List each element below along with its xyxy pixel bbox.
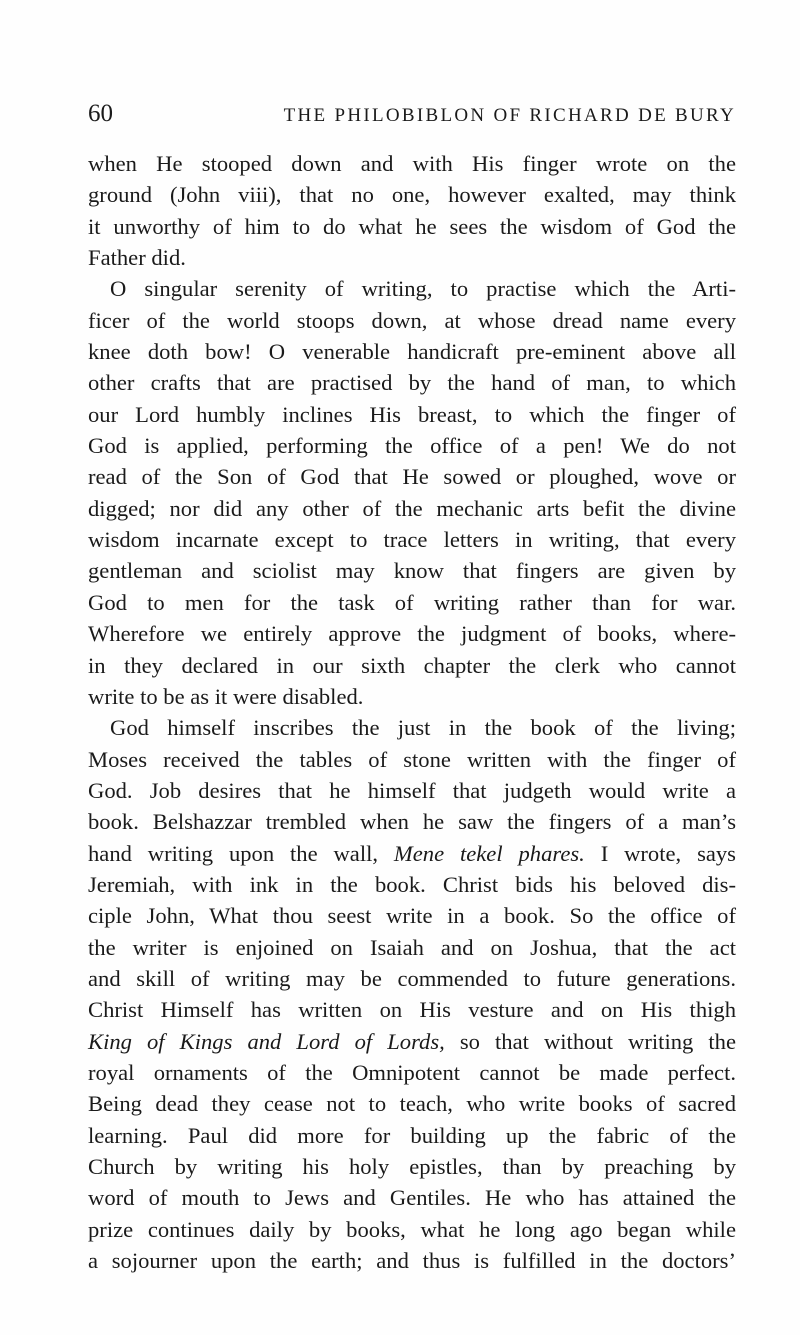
text-line: word of mouth to Jews and Gentiles. He who has attained the [88,1185,736,1211]
text-line: God to men for the task of writing rather than for war. [88,589,736,615]
text-line: royal ornaments of the Omnipotent cannot be made perfect. [88,1059,736,1085]
text-line: Jeremiah, with ink in the book. Christ bids his beloved dis- [88,871,736,897]
text-line: Wherefore we entirely approve the judgment of books, where- [88,621,736,647]
text-line: prize continues daily by books, what he long ago began while [88,1216,736,1242]
text-line: in they declared in our sixth chapter the clerk who cannot [88,652,736,678]
running-head [88,100,736,148]
text-line-with-italic [88,838,736,869]
text-line: wisdom incarnate except to trace letters in writing, that every [88,527,736,553]
text-line: Church by writing his holy epistles, than by preaching by [88,1154,736,1179]
running-head-title: THE PHILOBIBLON OF RICHARD DE BURY [283,105,736,126]
text-line: God. Job desires that he himself that judgeth would write a [88,777,736,803]
text-line: when He stooped down and with His finger wrote on the [88,151,736,176]
text-line-with-italic [88,1026,736,1057]
text-line: O singular serenity of writing, to practise which the Arti- [110,276,736,302]
text-line: it unworthy of him to do what he sees the wisdom of God the [88,213,736,239]
italic-quotation: Mene tekel phares. [393,840,585,866]
text-segment: hand writing upon the wall, [88,840,394,866]
text-line: gentleman and sciolist may know that fingers are given by [88,558,736,584]
text-line: other crafts that are practised by the hand of man, to which [88,370,736,396]
text-line: Moses received the tables of stone written with the finger of [88,746,736,772]
text-line: read of the Son of God that He sowed or ploughed, wove or [88,464,736,490]
text-segment: I wrote, says [584,840,736,866]
text-line: write to be as it were disabled. [88,683,364,709]
text-line: the writer is enjoined on Isaiah and on Joshua, that the act [88,934,736,960]
text-line: knee doth bow! O venerable handicraft pre-eminent above all [88,339,736,365]
body-text [88,148,736,1276]
text-line: Father did. [88,245,186,271]
text-line: Being dead they cease not to teach, who write books of sacred [88,1091,736,1117]
text-line: digged; nor did any other of the mechanic arts befit the divine [88,495,736,521]
text-line: and skill of writing may be commended to future generations. [88,965,736,991]
text-line: a sojourner upon the earth; and thus is fulfilled in the doctors’ [88,1248,736,1274]
text-line: God himself inscribes the just in the book of the living; [110,715,736,741]
text-line: ground (John viii), that no one, however exalted, may think [88,182,736,208]
text-line: book. Belshazzar trembled when he saw the fingers of a man’s [88,809,736,835]
text-line: our Lord humbly inclines His breast, to which the finger of [88,401,736,427]
text-segment: so that without writing the [444,1028,736,1054]
page-number: 60 [88,100,113,127]
text-line: ciple John, What thou seest write in a book. So the office of [88,903,736,929]
italic-quotation: King of Kings and Lord of Lords, [88,1028,445,1054]
text-line: God is applied, performing the office of a pen! We do not [88,433,736,459]
text-line: Christ Himself has written on His vesture and on His thigh [88,997,736,1023]
book-page [88,100,736,1276]
text-line: ficer of the world stoops down, at whose dread name every [88,307,736,333]
text-line: learning. Paul did more for building up the fabric of the [88,1122,736,1148]
